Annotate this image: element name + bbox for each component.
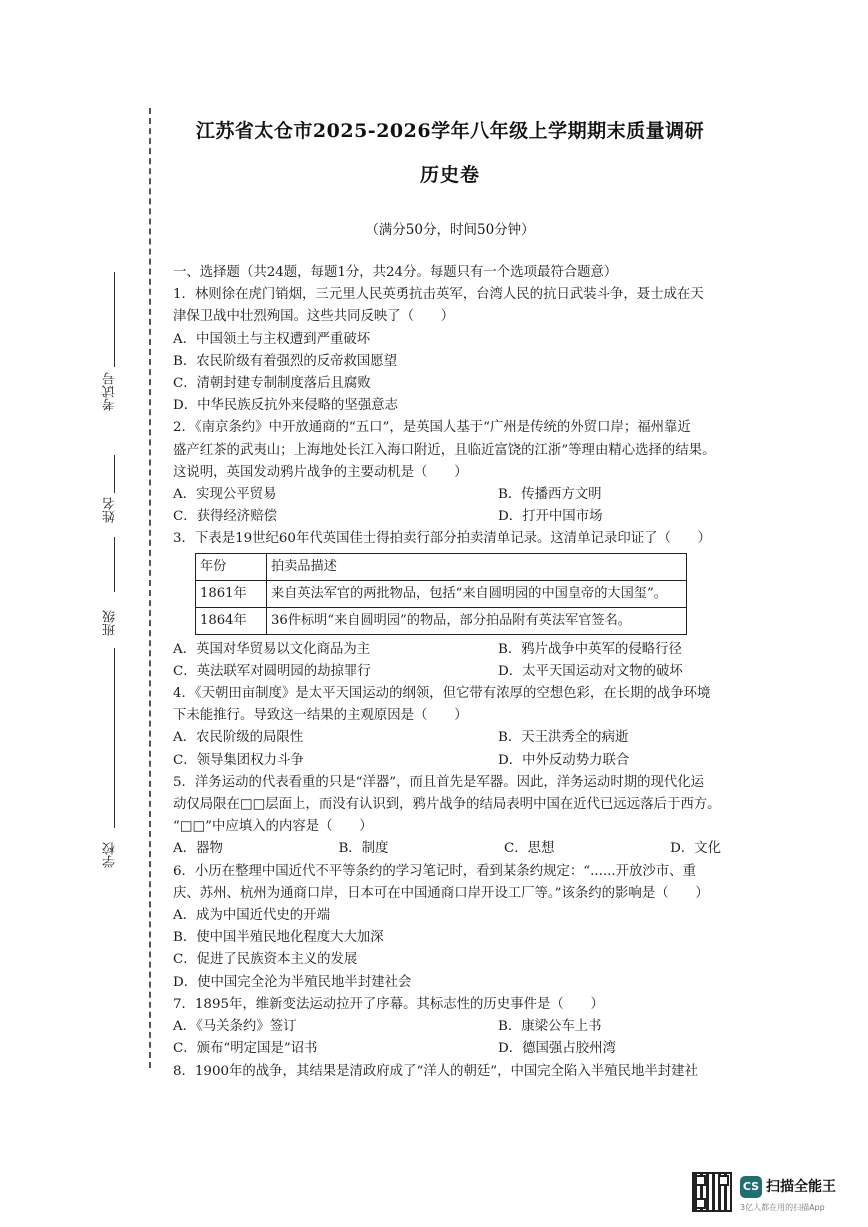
option-a: A．器物: [173, 841, 223, 857]
option-d: D．德国强占胶州湾: [498, 1041, 616, 1057]
option-a: A．成为中国近代史的开端: [173, 908, 330, 924]
exam-note: （满分50分，时间50分钟）: [365, 222, 535, 238]
name-line: [114, 455, 115, 493]
options-row: [173, 1016, 721, 1038]
scanner-tagline: 3亿人都在用的扫描App: [740, 1203, 825, 1212]
option-b: B．使中国半殖民地化程度大大加深: [173, 930, 384, 946]
option-c: C．获得经济赔偿: [173, 509, 277, 525]
options-row: [173, 639, 721, 661]
options-row: [173, 727, 721, 749]
question-stem: 1．林则徐在虎门销烟，三元里人民英勇抗击英军，台湾人民的抗日武装斗争，聂士成在天: [173, 287, 704, 303]
question-4: [173, 683, 721, 772]
question-8: [173, 1061, 721, 1083]
option-c: C．促进了民族资本主义的发展: [173, 952, 358, 968]
question-7: [173, 994, 721, 1061]
name-label: 姓名: [103, 497, 118, 523]
scanner-badge: [692, 1172, 862, 1220]
table-header-description: 拍卖品描述: [267, 553, 687, 580]
question-stem: 庆、苏州、杭州为通商口岸，日本可在中国通商口岸开设工厂等。”该条约的影响是（ ）: [173, 885, 709, 901]
table-header-row: [196, 553, 687, 580]
question-2: [173, 417, 721, 528]
option-d: D．打开中国市场: [498, 509, 603, 525]
question-stem: 津保卫战中壮烈殉国。这些共同反映了（ ）: [173, 309, 455, 325]
option-d: D．中华民族反抗外来侵略的坚强意志: [173, 398, 398, 414]
question-stem: 7．1895年，维新变法运动拉开了序幕。其标志性的历史事件是（ ）: [173, 996, 604, 1012]
table-row: [196, 607, 687, 634]
option-d: D．文化: [670, 841, 721, 857]
options-row: [173, 750, 721, 772]
school-field: [96, 842, 136, 882]
option-d: D．中外反动势力联合: [498, 752, 630, 768]
class-field: [96, 610, 136, 810]
question-6: [173, 861, 721, 994]
option-b: B．康梁公车上书: [498, 1019, 602, 1035]
exam-subject: 历史卷: [419, 164, 480, 186]
table-cell-year: 1864年: [196, 607, 267, 634]
exam-number-label: 考试号: [103, 372, 118, 411]
option-c: C．清朝封建专制制度落后且腐败: [173, 376, 371, 392]
option-b: B．传播西方文明: [498, 487, 602, 503]
class-line: [114, 648, 115, 828]
option-c: C．领导集团权力斗争: [173, 752, 304, 768]
exam-number-field: [96, 272, 136, 452]
option-c: C．颁布“明定国是”诏书: [173, 1041, 318, 1057]
question-stem: 盛产红茶的武夷山；上海地处长江入海口附近，且临近富饶的江浙”等理由精心选择的结果。: [173, 442, 716, 458]
question-content: [173, 262, 721, 1083]
exam-title: 江苏省太仓市2025-2026学年八年级上学期期末质量调研: [195, 120, 705, 142]
option-a: A．农民阶级的局限性: [173, 730, 304, 746]
exam-number-line: [114, 272, 115, 367]
scanner-logo-icon: CS: [740, 1176, 762, 1198]
section-heading: 一、选择题（共24题，每题1分，共24分。每题只有一个选项最符合题意）: [173, 265, 618, 280]
option-d: D．太平天国运动对文物的破坏: [498, 663, 683, 679]
table-cell-year: 1861年: [196, 580, 267, 607]
options-row: [173, 484, 721, 506]
table-cell-description: 36件标明“来自圆明园”的物品，部分拍品附有英法军官签名。: [267, 607, 687, 634]
option-b: B．制度: [338, 841, 389, 857]
table-cell-description: 来自英法军官的两批物品，包括“来自圆明园的中国皇帝的大国玺”。: [267, 580, 687, 607]
option-b: B．天王洪秀全的病逝: [498, 730, 629, 746]
question-5: [173, 772, 721, 861]
options-row: [173, 838, 721, 860]
table-row: [196, 580, 687, 607]
option-b: B．鸦片战争中英军的侵略行径: [498, 641, 682, 657]
name-field: [96, 455, 136, 605]
table-header-year: 年份: [196, 553, 267, 580]
question-stem: 3．下表是19世纪60年代英国佳士得拍卖行部分拍卖清单记录。这清单记录印证了（ ）: [173, 531, 712, 547]
question-stem: 这说明，英国发动鸦片战争的主要动机是（ ）: [173, 464, 468, 480]
question-stem: 4．《天朝田亩制度》是太平天国运动的纲领，但它带有浓厚的空想色彩，在长期的战争环境: [173, 686, 711, 702]
question-1: [173, 284, 721, 417]
auction-table: [195, 553, 687, 635]
name-line-lower: [114, 537, 115, 592]
binding-dashed-line: [149, 108, 151, 1068]
qr-code-icon: [692, 1172, 732, 1212]
option-c: C．思想: [504, 841, 555, 857]
question-3: [173, 528, 721, 683]
question-stem: “□□”中应填入的内容是（ ）: [173, 819, 373, 835]
question-stem: 5．洋务运动的代表看重的只是“洋器”，而且首先是军器。因此，洋务运动时期的现代化运: [173, 774, 705, 790]
option-d: D．使中国完全沦为半殖民地半封建社会: [173, 974, 412, 990]
option-a: A．《马关条约》签订: [173, 1019, 297, 1035]
options-row: [173, 1038, 721, 1060]
option-a: A．中国领土与主权遭到严重破坏: [173, 331, 371, 347]
scanner-app-name: 扫描全能王: [766, 1179, 836, 1195]
question-stem: 2．《南京条约》中开放通商的“五口”，是英国人基于“广州是传统的外贸口岸；福州靠近: [173, 420, 691, 436]
question-stem: 6．小历在整理中国近代不平等条约的学习笔记时，看到某条约规定：“......开放沙市、重: [173, 863, 696, 879]
class-label: 班级: [103, 610, 118, 636]
option-a: A．实现公平贸易: [173, 487, 277, 503]
question-stem: 下未能推行。导致这一结果的主观原因是（ ）: [173, 708, 468, 724]
school-label: 学校: [103, 842, 118, 868]
option-c: C．英法联军对圆明园的劫掠罪行: [173, 663, 371, 679]
options-row: [173, 661, 721, 683]
question-stem: 8．1900年的战争，其结果是清政府成了“洋人的朝廷”，中国完全陷入半殖民地半封建社: [173, 1063, 698, 1079]
options-row: [173, 506, 721, 528]
question-stem: 动仅局限在□□层面上，而没有认识到，鸦片战争的结局表明中国在近代已远远落后于西方。: [173, 797, 721, 813]
option-b: B．农民阶级有着强烈的反帝救国愿望: [173, 353, 398, 369]
option-a: A．英国对华贸易以文化商品为主: [173, 641, 371, 657]
